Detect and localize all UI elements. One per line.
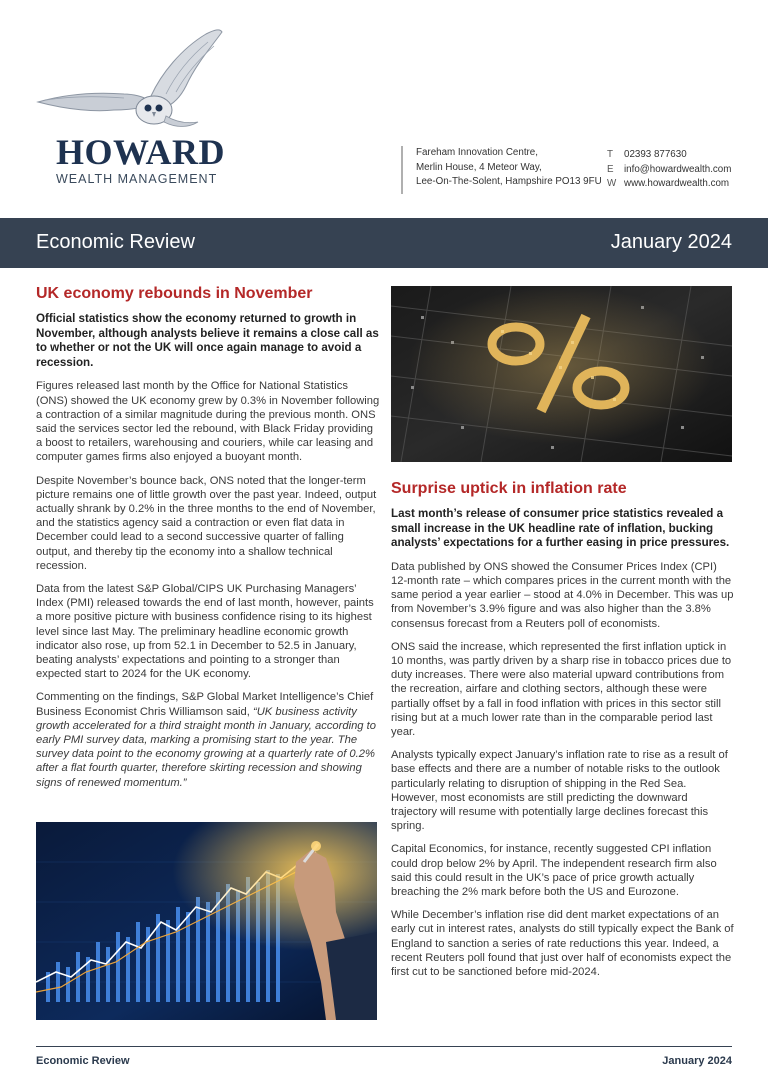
percent-symbol-image xyxy=(391,286,732,462)
email-link[interactable]: info@howardwealth.com xyxy=(624,163,732,175)
article-headline: UK economy rebounds in November xyxy=(36,285,313,302)
article-paragraph: Despite November’s bounce back, ONS noted that the longer-term picture remains one of little growth over the past year. Indeed, output actually shrank by 0.2% in the three months to the end of November, and the statistics agency said a contraction or even flat data in December could lead to a second successive quarter of falling output, and thereby tip the economy into a shallow technical recession. xyxy=(36,474,377,572)
title-bar xyxy=(0,218,768,268)
article-paragraph: Analysts typically expect January’s inflation rate to rise as a result of base effects and there are a number of notable risks to the outlook particularly relating to disruption of shipping in the Red Sea. However, most economists are still predicting the downward trajectory will resume with potentially large declines forecast this spring. xyxy=(391,749,728,833)
address-line: Fareham Innovation Centre, xyxy=(416,147,538,158)
email-row xyxy=(607,163,731,178)
email-key: E xyxy=(607,163,614,175)
article-headline: Surprise uptick in inflation rate xyxy=(391,480,627,497)
publication-date: January 2024 xyxy=(610,231,732,253)
article-lede: Official statistics show the economy returned to growth in November, although analysts believe it remains a close call as to whether or not the UK will once again manage to avoid a recession. xyxy=(36,312,379,369)
website-link[interactable]: www.howardwealth.com xyxy=(624,178,730,189)
page-header xyxy=(0,0,768,218)
phone-number[interactable]: 02393 877630 xyxy=(624,149,687,160)
quote-text: “UK business activity growth accelerated for a third straight month in January, according to early PMI survey data, marking a promising start to the year. The survey data point to the economy growing at a quarterly rate of 0.2% after a flat fourth quarter, therefore skirting recession and showing signs of renewed momentum.” xyxy=(36,705,376,789)
article-paragraph: While December’s inflation rise did dent market expectations of an early cut in interest rates, analysts do still typically expect the Bank of England to sanction a series of rate reductions this year. Indeed, a recent Reuters poll found that just over half of economists expect the first cut to be sanctioned before mid-2024. xyxy=(391,909,734,979)
brand-name: HOWARD xyxy=(56,132,226,172)
article-economy xyxy=(36,284,380,799)
phone-row xyxy=(607,148,731,163)
owl-icon xyxy=(36,24,226,134)
article-paragraph: Data published by ONS showed the Consumer Prices Index (CPI) 12-month rate – which compares prices in the current month with the same period a year earlier – stood at 4.0% in December. This was up from November’s 3.9% figure and was also higher than the 3.8% consensus forecast from a Reuters poll of economists. xyxy=(391,560,734,630)
article-paragraph: Data from the latest S&P Global/CIPS UK Purchasing Managers’ Index (PMI) released towards the end of last month, however, paints a more positive picture with business confidence rising to its highest level since last May. The preliminary headline economic growth indicator also rose, up from 52.1 in December to 52.5 in January, beating analysts’ expectations and pointing to a stronger than expected start to 2024 for the UK economy. xyxy=(36,583,374,681)
article-paragraph: ONS said the increase, which represented the first inflation uptick in 10 months, was partly driven by a sharp rise in tobacco prices due to duty increases. There were also material upward contributions from the recreation, airfare and clothing sectors, although these were partially offset by a fall in food inflation with prices in this sector still rising but at a much lower rate than in the comparable period last year. xyxy=(391,640,732,739)
address-block xyxy=(401,146,602,194)
article-paragraph-quote xyxy=(36,690,380,789)
contact-block xyxy=(607,148,731,192)
stock-chart-image xyxy=(36,822,377,1020)
page-footer xyxy=(36,1046,732,1067)
footer-date: January 2024 xyxy=(662,1055,732,1067)
publication-title: Economic Review xyxy=(36,231,195,253)
phone-key: T xyxy=(607,149,613,160)
brand-block xyxy=(56,132,246,186)
article-paragraph: Figures released last month by the Office for National Statistics (ONS) showed the UK economy grew by 0.3% in November following a contraction of a similar magnitude during the previous month. ONS said the services sector led the rebound, with Black Friday providing a boost to retailers, warehousing and couriers, while car leasing and computer games firms also enjoyed a buoyant month. xyxy=(36,380,380,464)
article-inflation xyxy=(391,479,735,988)
address-line: Merlin House, 4 Meteor Way, xyxy=(416,161,542,173)
footer-title: Economic Review xyxy=(36,1055,130,1067)
brand-tagline: WEALTH MANAGEMENT xyxy=(56,172,218,186)
article-lede: Last month’s release of consumer price statistics revealed a small increase in the UK headline rate of inflation, bucking analysts’ expectations for a further easing in price pressures. xyxy=(391,507,730,550)
company-logo xyxy=(36,24,236,189)
website-key: W xyxy=(607,178,617,189)
quote-intro: Commenting on the findings, S&P Global Market Intelligence’s Chief Business Economist Chris Williamson said, xyxy=(36,691,374,718)
address-line: Lee-On-The-Solent, Hampshire PO13 9FU xyxy=(416,176,602,187)
article-paragraph: Capital Economics, for instance, recently suggested CPI inflation could drop below 2% by April. The independent research firm also said this could result in the UK’s pace of price growth actually breaching the 2% mark before both the US and Eurozone. xyxy=(391,843,717,899)
website-row xyxy=(607,177,731,192)
